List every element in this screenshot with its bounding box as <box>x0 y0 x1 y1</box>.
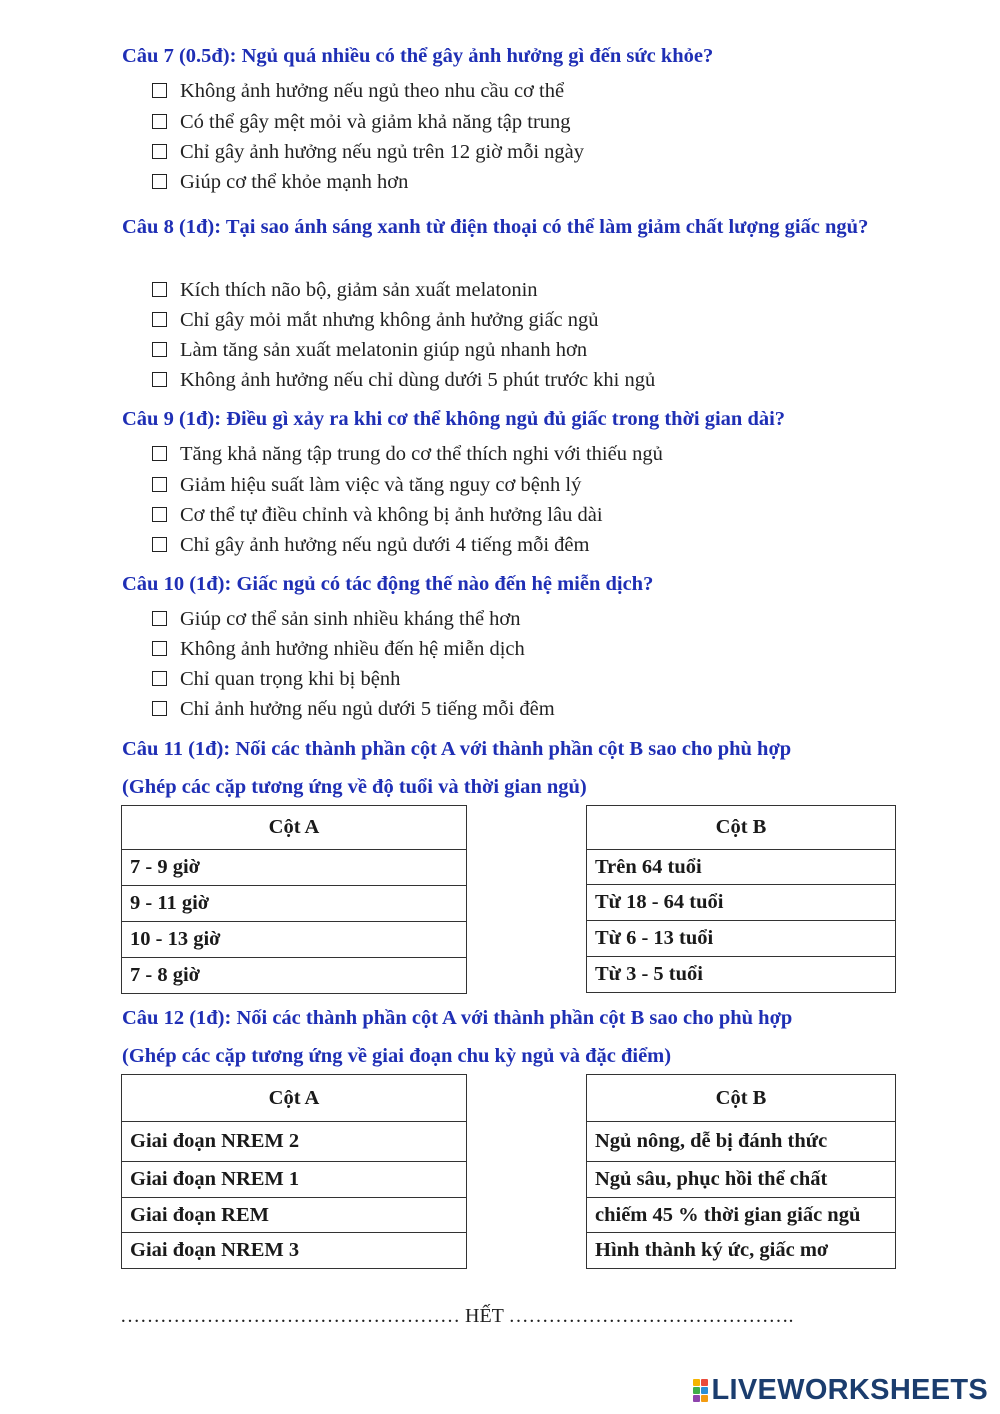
checkbox[interactable] <box>152 174 167 189</box>
option-text: Chỉ gây ảnh hưởng nếu ngủ dưới 4 tiếng mỗi đêm <box>180 534 590 556</box>
column-a-item[interactable]: Giai đoạn REM <box>122 1198 467 1233</box>
column-b-item[interactable]: Hình thành ký ức, giấc mơ <box>587 1233 896 1269</box>
question-12-column-b-table <box>586 1074 896 1269</box>
question-11-column-b-table <box>586 805 896 993</box>
column-a-header: Cột A <box>122 806 467 850</box>
question-12-column-a-table <box>121 1074 467 1269</box>
question-8-option-3[interactable] <box>152 339 587 362</box>
question-8-title: Câu 8 (1đ): Tại sao ánh sáng xanh từ điện thoại có thể làm giảm chất lượng giấc ngủ? <box>122 216 869 238</box>
column-a-item[interactable]: 10 - 13 giờ <box>122 922 467 958</box>
column-b-item[interactable]: Ngủ nông, dễ bị đánh thức <box>587 1122 896 1162</box>
column-b-item[interactable]: Trên 64 tuổi <box>587 850 896 885</box>
column-a-item[interactable]: 7 - 8 giờ <box>122 958 467 994</box>
checkbox[interactable] <box>152 372 167 387</box>
option-text: Giúp cơ thể khỏe mạnh hơn <box>180 171 409 193</box>
question-8-option-2[interactable] <box>152 309 599 332</box>
liveworksheets-logo-icon <box>693 1379 708 1402</box>
option-text: Giúp cơ thể sản sinh nhiều kháng thể hơn <box>180 608 521 630</box>
logo-square <box>693 1395 700 1402</box>
option-text: Chỉ gây ảnh hưởng nếu ngủ trên 12 giờ mỗi ngày <box>180 141 585 163</box>
checkbox[interactable] <box>152 641 167 656</box>
checkbox[interactable] <box>152 83 167 98</box>
question-7-option-4[interactable] <box>152 171 408 194</box>
question-11-column-a-table <box>121 805 467 994</box>
checkbox[interactable] <box>152 477 167 492</box>
question-11-subtitle: (Ghép các cặp tương ứng về độ tuổi và thời gian ngủ) <box>122 776 587 798</box>
checkbox[interactable] <box>152 701 167 716</box>
option-text: Giảm hiệu suất làm việc và tăng nguy cơ bệnh lý <box>180 474 582 496</box>
option-text: Cơ thể tự điều chỉnh và không bị ảnh hưởng lâu dài <box>180 504 603 526</box>
column-b-header: Cột B <box>587 806 896 850</box>
option-text: Chỉ ảnh hưởng nếu ngủ dưới 5 tiếng mỗi đêm <box>180 698 555 720</box>
column-b-header: Cột B <box>587 1075 896 1122</box>
question-9-option-2[interactable] <box>152 474 581 497</box>
option-text: Kích thích não bộ, giảm sản xuất melatonin <box>180 279 538 301</box>
option-text: Không ảnh hưởng nhiều đến hệ miễn dịch <box>180 638 525 660</box>
option-text: Không ảnh hưởng nếu chỉ dùng dưới 5 phút trước khi ngủ <box>180 369 656 391</box>
column-b-item[interactable]: Từ 18 - 64 tuổi <box>587 885 896 921</box>
column-a-item[interactable]: 7 - 9 giờ <box>122 850 467 886</box>
column-b-item[interactable]: Ngủ sâu, phục hồi thể chất <box>587 1162 896 1198</box>
option-text: Có thể gây mệt mỏi và giảm khả năng tập trung <box>180 111 571 133</box>
question-10-option-1[interactable] <box>152 608 521 631</box>
logo-square <box>701 1387 708 1394</box>
checkbox[interactable] <box>152 446 167 461</box>
end-of-test-line: …………………………………………… HẾT ……………………………………. <box>120 1305 794 1327</box>
checkbox[interactable] <box>152 114 167 129</box>
question-7-option-3[interactable] <box>152 141 584 164</box>
option-text: Không ảnh hưởng nếu ngủ theo nhu cầu cơ thể <box>180 80 565 102</box>
option-text: Chỉ quan trọng khi bị bệnh <box>180 668 401 690</box>
question-9-option-4[interactable] <box>152 534 589 557</box>
question-9-title: Câu 9 (1đ): Điều gì xảy ra khi cơ thể không ngủ đủ giấc trong thời gian dài? <box>122 408 786 430</box>
column-b-item[interactable]: chiếm 45 % thời gian giấc ngủ <box>587 1198 896 1233</box>
question-8-option-4[interactable] <box>152 369 655 392</box>
logo-square <box>693 1387 700 1394</box>
question-10-option-2[interactable] <box>152 638 525 661</box>
question-9-option-3[interactable] <box>152 504 603 527</box>
question-10-title: Câu 10 (1đ): Giấc ngủ có tác động thế nào đến hệ miễn dịch? <box>122 573 654 595</box>
question-10-option-3[interactable] <box>152 668 400 691</box>
question-8-option-1[interactable] <box>152 279 538 302</box>
question-9-option-1[interactable] <box>152 443 663 466</box>
question-7-title: Câu 7 (0.5đ): Ngủ quá nhiều có thể gây ảnh hưởng gì đến sức khỏe? <box>122 45 714 67</box>
option-text: Làm tăng sản xuất melatonin giúp ngủ nhanh hơn <box>180 339 588 361</box>
question-12-title: Câu 12 (1đ): Nối các thành phần cột A với thành phần cột B sao cho phù hợp <box>122 1007 793 1029</box>
question-7-option-2[interactable] <box>152 111 571 134</box>
option-text: Chỉ gây mỏi mắt nhưng không ảnh hưởng giấc ngủ <box>180 309 599 331</box>
column-a-item[interactable]: Giai đoạn NREM 1 <box>122 1162 467 1198</box>
column-a-item[interactable]: 9 - 11 giờ <box>122 886 467 922</box>
question-7-option-1[interactable] <box>152 80 564 103</box>
column-a-item[interactable]: Giai đoạn NREM 2 <box>122 1122 467 1162</box>
checkbox[interactable] <box>152 282 167 297</box>
liveworksheets-brand <box>693 1374 989 1407</box>
checkbox[interactable] <box>152 671 167 686</box>
checkbox[interactable] <box>152 611 167 626</box>
question-12-subtitle: (Ghép các cặp tương ứng về giai đoạn chu kỳ ngủ và đặc điểm) <box>122 1045 672 1067</box>
checkbox[interactable] <box>152 342 167 357</box>
brand-name: LIVEWORKSHEETS <box>711 1374 988 1406</box>
question-11-title: Câu 11 (1đ): Nối các thành phần cột A với thành phần cột B sao cho phù hợp <box>122 738 792 760</box>
column-a-item[interactable]: Giai đoạn NREM 3 <box>122 1233 467 1269</box>
checkbox[interactable] <box>152 537 167 552</box>
checkbox[interactable] <box>152 507 167 522</box>
question-10-option-4[interactable] <box>152 698 555 721</box>
column-a-header: Cột A <box>122 1075 467 1122</box>
column-b-item[interactable]: Từ 6 - 13 tuổi <box>587 921 896 957</box>
logo-square <box>701 1379 708 1386</box>
column-b-item[interactable]: Từ 3 - 5 tuổi <box>587 957 896 993</box>
logo-square <box>693 1379 700 1386</box>
checkbox[interactable] <box>152 144 167 159</box>
option-text: Tăng khả năng tập trung do cơ thể thích nghi với thiếu ngủ <box>180 443 663 465</box>
checkbox[interactable] <box>152 312 167 327</box>
logo-square <box>701 1395 708 1402</box>
